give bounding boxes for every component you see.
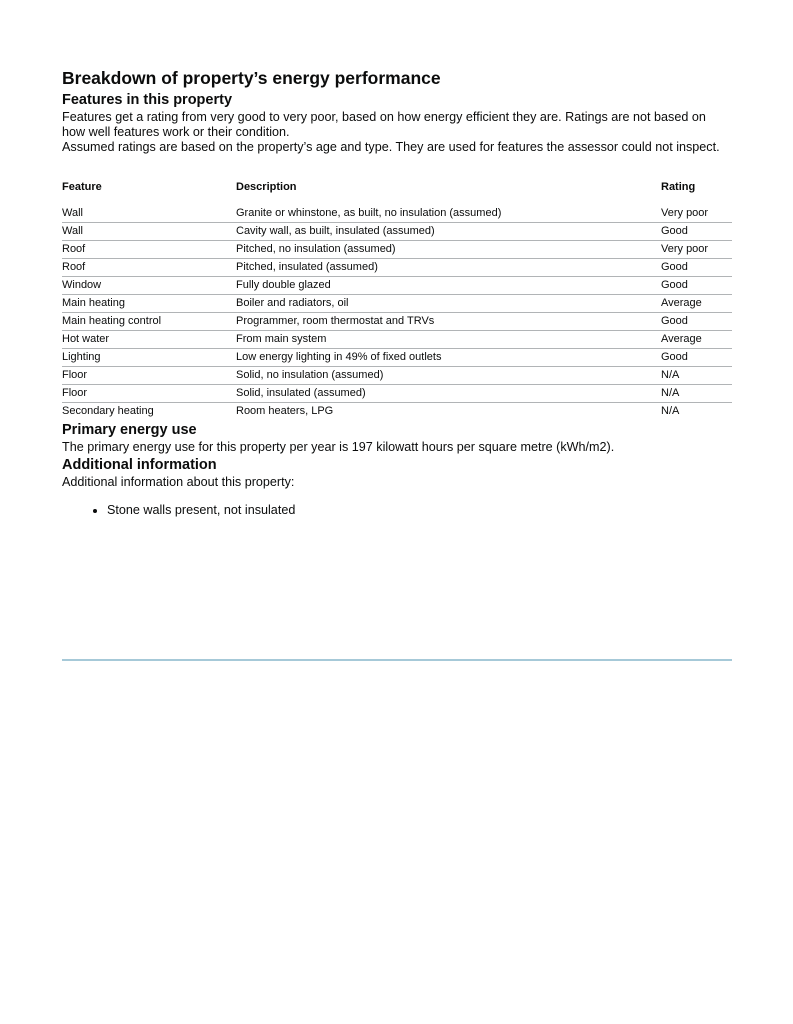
cell-rating: Average (661, 295, 732, 313)
cell-feature: Floor (62, 385, 236, 403)
cell-feature: Roof (62, 241, 236, 259)
column-header-feature: Feature (62, 181, 102, 193)
column-header-description: Description (236, 181, 297, 193)
table-row (62, 295, 732, 313)
cell-rating: Good (661, 277, 732, 295)
cell-rating: Very poor (661, 205, 732, 223)
features-table (62, 180, 732, 420)
table-row (62, 259, 732, 277)
cell-feature: Wall (62, 223, 236, 241)
cell-description: Fully double glazed (236, 277, 661, 295)
cell-rating: Good (661, 349, 732, 367)
cell-description: Granite or whinstone, as built, no insulation (assumed) (236, 205, 661, 223)
table-row (62, 403, 732, 421)
cell-rating: Good (661, 313, 732, 331)
cell-rating: Good (661, 259, 732, 277)
cell-rating: Average (661, 331, 732, 349)
additional-info-heading: Additional information (62, 457, 217, 473)
cell-rating: Good (661, 223, 732, 241)
table-row (62, 313, 732, 331)
section-divider (62, 659, 732, 661)
table-row (62, 331, 732, 349)
table-row (62, 367, 732, 385)
table-row (62, 349, 732, 367)
primary-energy-heading: Primary energy use (62, 422, 197, 438)
cell-description: From main system (236, 331, 661, 349)
column-header-rating: Rating (661, 181, 696, 193)
cell-description: Solid, insulated (assumed) (236, 385, 661, 403)
page-title: Breakdown of property’s energy performance (62, 68, 441, 88)
cell-feature: Wall (62, 205, 236, 223)
cell-description: Low energy lighting in 49% of fixed outlets (236, 349, 661, 367)
cell-feature: Hot water (62, 331, 236, 349)
table-row (62, 277, 732, 295)
cell-rating: N/A (661, 367, 732, 385)
primary-energy-text: The primary energy use for this property per year is 197 kilowatt hours per square metre (kWh/m2). (62, 440, 615, 454)
table-header-row (62, 180, 732, 205)
table-row (62, 205, 732, 223)
cell-feature: Secondary heating (62, 405, 154, 417)
cell-feature: Lighting (62, 349, 236, 367)
cell-feature: Roof (62, 259, 236, 277)
table-row (62, 223, 732, 241)
cell-rating: N/A (661, 385, 732, 403)
cell-feature: Floor (62, 367, 236, 385)
cell-rating: Very poor (661, 241, 732, 259)
cell-description: Pitched, insulated (assumed) (236, 259, 661, 277)
features-intro-assumed: Assumed ratings are based on the property’s age and type. They are used for features the assessor could not inspect. (62, 140, 720, 154)
cell-description: Programmer, room thermostat and TRVs (236, 313, 661, 331)
cell-feature: Main heating control (62, 313, 236, 331)
list-item: • Stone walls present, not insulated (107, 503, 732, 518)
cell-description: Cavity wall, as built, insulated (assumed) (236, 223, 661, 241)
features-heading: Features in this property (62, 92, 233, 108)
table-row (62, 241, 732, 259)
cell-feature: Window (62, 277, 236, 295)
additional-info-intro: Additional information about this property: (62, 475, 295, 489)
cell-feature: Main heating (62, 295, 236, 313)
cell-rating: N/A (661, 405, 680, 417)
cell-description: Solid, no insulation (assumed) (236, 367, 661, 385)
table-row (62, 385, 732, 403)
additional-info-list (62, 503, 732, 518)
cell-description: Room heaters, LPG (236, 405, 334, 417)
cell-description: Pitched, no insulation (assumed) (236, 241, 661, 259)
features-intro-ratings: Features get a rating from very good to very poor, based on how energy efficient they are. Ratings are not based on how well features work or their condition. (62, 110, 706, 139)
cell-description: Boiler and radiators, oil (236, 295, 661, 313)
